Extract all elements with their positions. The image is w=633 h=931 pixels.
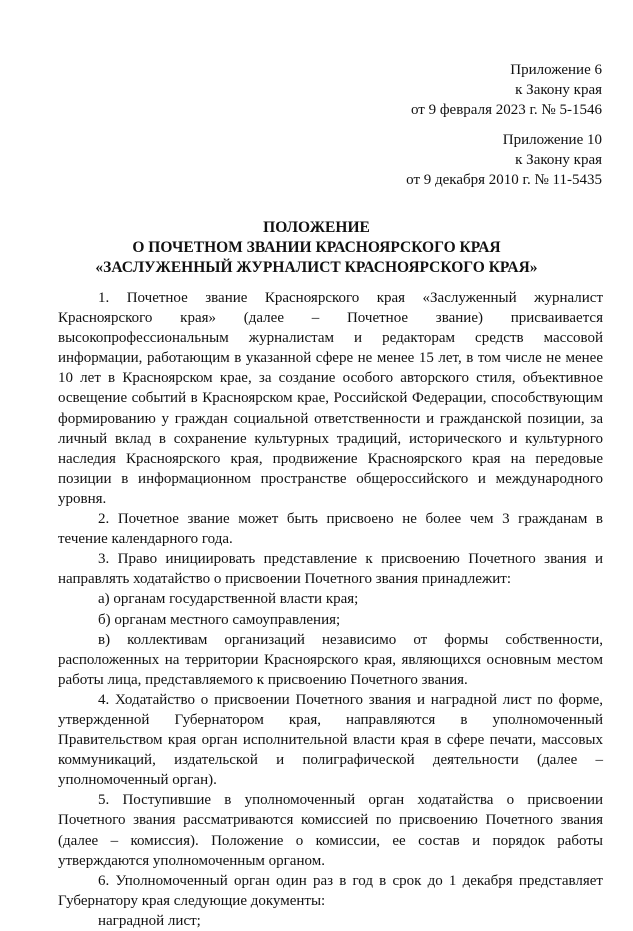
title-line-1: ПОЛОЖЕНИЕ bbox=[263, 219, 370, 236]
title-line-2: О ПОЧЕТНОМ ЗВАНИИ КРАСНОЯРСКОГО КРАЯ bbox=[132, 239, 501, 256]
list-item-a: а) органам государственной власти края; bbox=[98, 591, 359, 608]
list-item-v: в) коллективам организаций независимо от формы собственности, расположенных на территории Красноярского края, являющихся основным местом работы лица, представляемого к присвоению Почетного звания. bbox=[58, 631, 603, 688]
list-item-award-sheet: наградной лист; bbox=[98, 912, 201, 929]
paragraph-2: 2. Почетное звание может быть присвоено не более чем 3 гражданам в течение календарного года. bbox=[58, 511, 603, 548]
appendix-number: Приложение 6 bbox=[510, 62, 602, 78]
title-line-3: «ЗАСЛУЖЕННЫЙ ЖУРНАЛИСТ КРАСНОЯРСКОГО КРАЯ» bbox=[95, 259, 538, 276]
appendix-number: Приложение 10 bbox=[502, 132, 602, 148]
paragraph-3: 3. Право инициировать представление к присвоению Почетного звания и направлять ходатайство о присвоении Почетного звания принадлежит: bbox=[58, 551, 603, 588]
appendix-law-ref: к Закону края bbox=[515, 82, 602, 98]
appendix-law-ref: к Закону края bbox=[515, 152, 602, 168]
paragraph-4: 4. Ходатайство о присвоении Почетного звания и наградной лист по форме, утвержденной Губернатором края, направляются в уполномоченный Правительством края орган исполнительной власти края в сфере печати, массовых коммуникаций, издательской и полиграфической деятельности (далее – уполномоченный орган). bbox=[58, 691, 603, 789]
document-body bbox=[58, 288, 603, 931]
appendix-date: от 9 февраля 2023 г. № 5-1546 bbox=[410, 102, 602, 118]
appendix-date: от 9 декабря 2010 г. № 11-5435 bbox=[406, 172, 602, 188]
paragraph-1: 1. Почетное звание Красноярского края «Заслуженный журналист Красноярского края» (далее – Почетное звание) присваивается высокопрофессиональным журналистам и редакторам средств массовой информации, работающим в указанной сфере не менее 15 лет, в том числе не менее 10 лет в Красноярском крае, за создание особого авторского стиля, объективное освещение событий в Красноярском крае, Российской Федерации, способствующим формированию у граждан социальной ответственности и гражданской позиции, за личный вклад в сохранение культурных традиций, исторического и культурного наследия Красноярского края, продвижение Красноярского края на передовые позиции в информационном пространстве общероссийского и международного уровня. bbox=[58, 290, 603, 507]
paragraph-5: 5. Поступившие в уполномоченный орган ходатайства о присвоении Почетного звания рассматриваются комиссией по присвоению Почетного звания (далее – комиссия). Положение о комиссии, ее состав и порядок работы утверждаются уполномоченным органом. bbox=[58, 792, 603, 869]
document-title bbox=[0, 218, 633, 278]
paragraph-6: 6. Уполномоченный орган один раз в год в срок до 1 декабря представляет Губернатору края следующие документы: bbox=[58, 872, 603, 909]
appendix-note-6 bbox=[411, 60, 602, 120]
appendix-note-10 bbox=[406, 130, 602, 190]
list-item-b: б) органам местного самоуправления; bbox=[98, 611, 341, 628]
